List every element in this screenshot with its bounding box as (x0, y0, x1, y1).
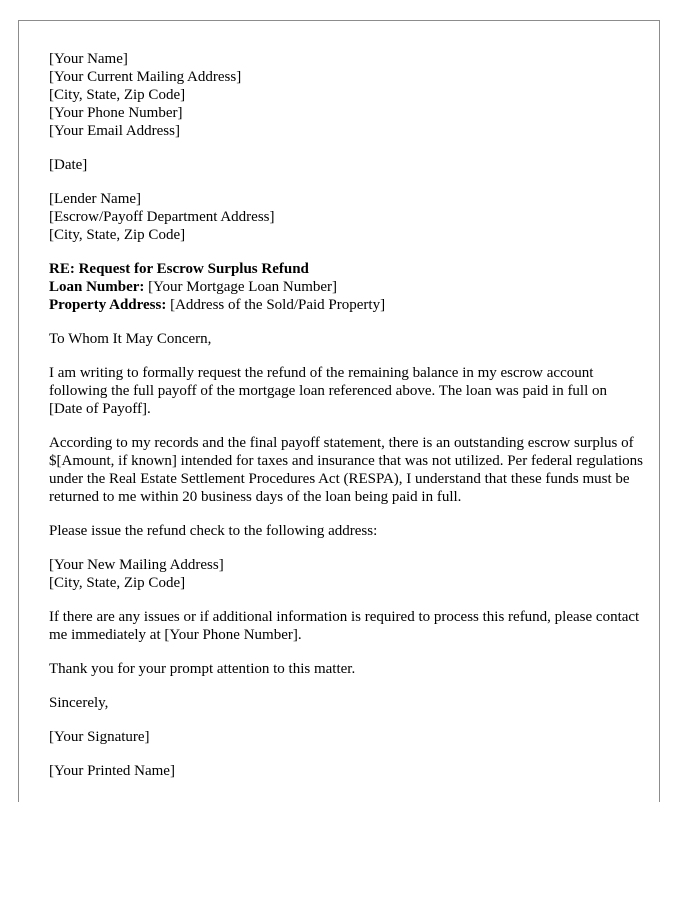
sender-name: [Your Name] (49, 51, 128, 67)
sender-block (49, 50, 644, 140)
letter-body (49, 50, 644, 796)
new-city-state-zip: [City, State, Zip Code] (49, 575, 186, 591)
new-address-block (49, 556, 644, 592)
letter-page (18, 20, 660, 802)
date-block (49, 156, 644, 174)
body-paragraph-4: If there are any issues or if additional information is required to process this refund, please contact me immediately at [Your Phone Number]. (49, 609, 640, 643)
printed-name: [Your Printed Name] (49, 763, 175, 779)
signature: [Your Signature] (49, 729, 150, 745)
body-paragraph-1: I am writing to formally request the refund of the remaining balance in my escrow account following the full payoff of the mortgage loan referenced above. The loan was paid in full on [Date of Payoff]. (49, 365, 608, 417)
recipient-name: [Lender Name] (49, 191, 142, 207)
recipient-block (49, 190, 644, 244)
body-paragraph-2: According to my records and the final payoff statement, there is an outstanding escrow surplus of $[Amount, if known] intended for taxes and insurance that was not utilized. Per federal regulations under the Real Estate Settlement Procedures Act (RESPA), I understand that these funds must be returned to me within 20 business days of the loan being paid in full. (49, 435, 643, 505)
sender-email: [Your Email Address] (49, 123, 180, 139)
sender-city-state-zip: [City, State, Zip Code] (49, 87, 186, 103)
property-address-label: Property Address: (49, 297, 167, 313)
re-line: RE: Request for Escrow Surplus Refund (49, 261, 309, 277)
sender-phone: [Your Phone Number] (49, 105, 183, 121)
recipient-city-state-zip: [City, State, Zip Code] (49, 227, 186, 243)
loan-number-value: [Your Mortgage Loan Number] (144, 279, 338, 295)
sender-address: [Your Current Mailing Address] (49, 69, 242, 85)
new-mailing-address: [Your New Mailing Address] (49, 557, 224, 573)
body-paragraph-5: Thank you for your prompt attention to this matter. (49, 661, 356, 677)
reference-block (49, 260, 644, 314)
valediction: Sincerely, (49, 695, 109, 711)
recipient-department-address: [Escrow/Payoff Department Address] (49, 209, 275, 225)
letter-date: [Date] (49, 157, 88, 173)
property-address-line (49, 296, 644, 314)
body-paragraph-3: Please issue the refund check to the following address: (49, 523, 378, 539)
loan-number-line (49, 278, 644, 296)
loan-number-label: Loan Number: (49, 279, 145, 295)
property-address-value: [Address of the Sold/Paid Property] (166, 297, 386, 313)
salutation: To Whom It May Concern, (49, 331, 212, 347)
